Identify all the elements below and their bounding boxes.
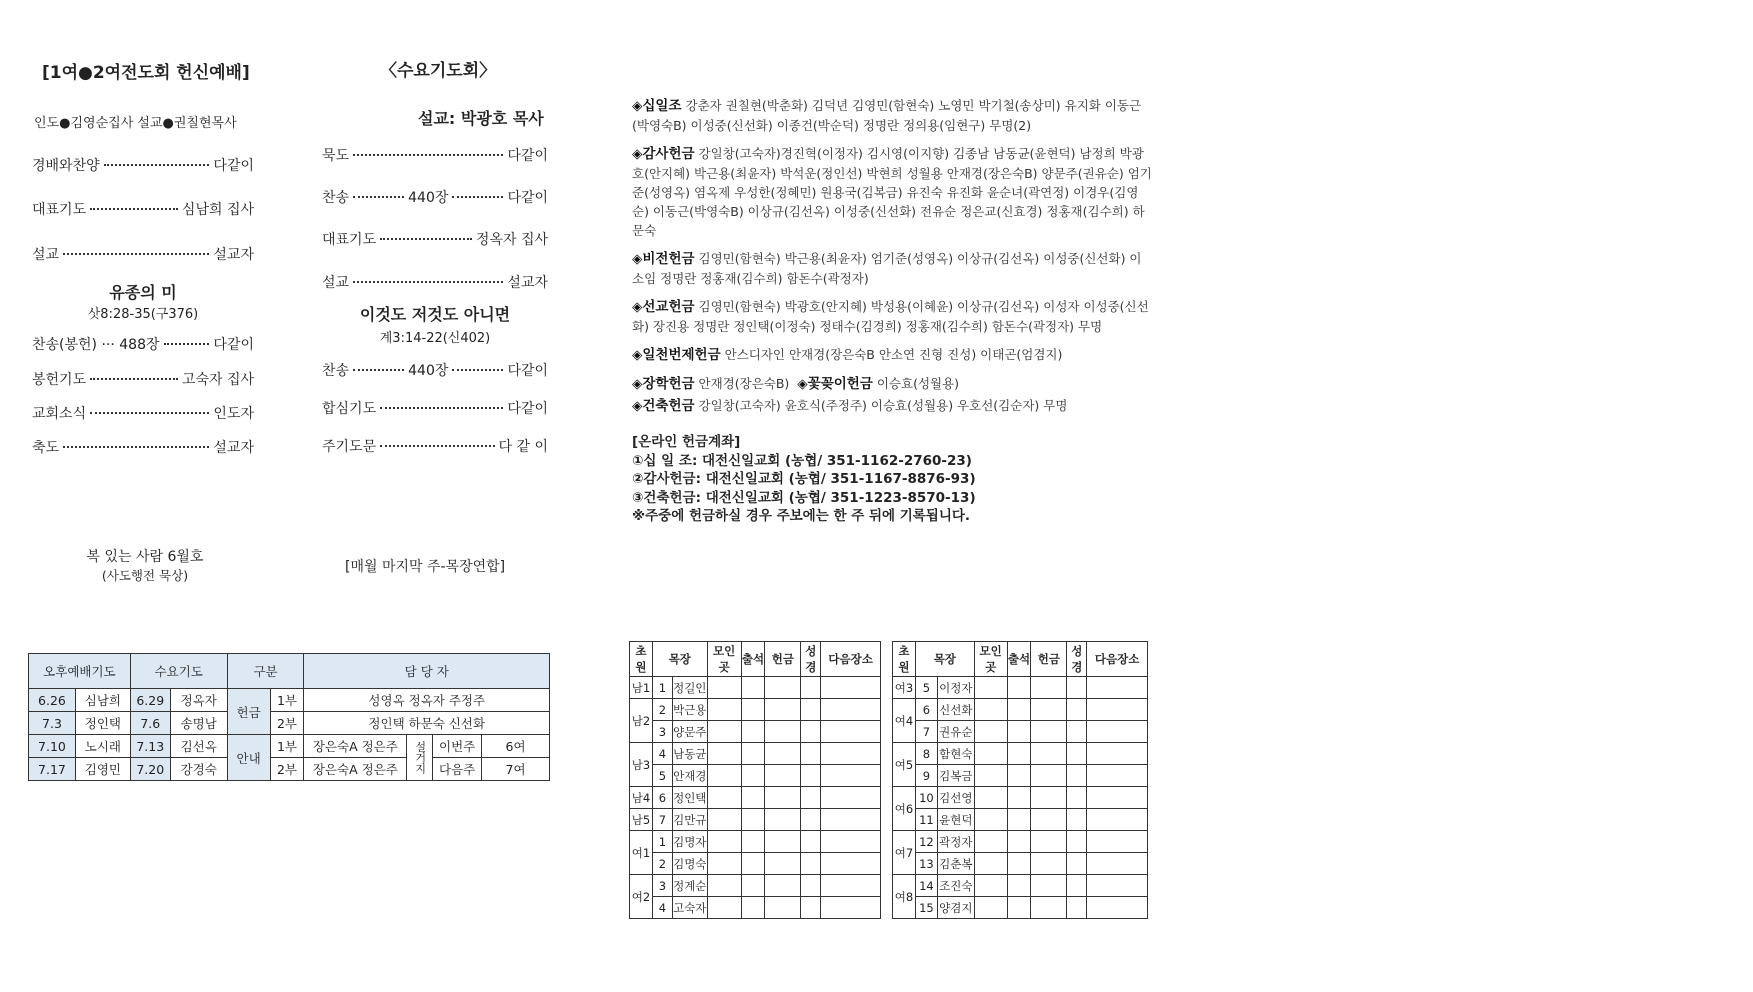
offering-list bbox=[632, 96, 1152, 425]
account-line: ①십 일 조: 대전신일교회 (농협/ 351-1162-2760-23) bbox=[632, 452, 972, 469]
preacher: 설교●권칠현목사 bbox=[137, 116, 237, 131]
table-row: 2 김명숙 bbox=[630, 853, 881, 875]
order-row: 봉헌기도 고숙자 집사 bbox=[32, 372, 254, 388]
table-row: 남2 2 박근용 bbox=[630, 699, 881, 721]
order-row: 설교 설교자 bbox=[322, 275, 548, 291]
wednesday-title: 〈수요기도회〉 bbox=[380, 61, 497, 81]
devotional-sub: (사도행전 묵상) bbox=[101, 568, 189, 583]
wednesday-sermon-ref: 계3:14-22(신402) bbox=[379, 331, 491, 346]
table-row: 남1 1 정길인 bbox=[630, 677, 881, 699]
order-row: 교회소식 인도자 bbox=[32, 406, 254, 422]
monthly-note: [매월 마지막 주-목장연합] bbox=[345, 559, 506, 575]
order-row: 설교 설교자 bbox=[32, 247, 254, 263]
offering-building: ◈건축헌금 강일창(고숙자) 윤호식(주정주) 이승효(성월용) 우호선(김순자) 무명 bbox=[632, 398, 1068, 414]
table-row: 7.10 노시래 7.13 김선옥 안내 1부 장은숙A 정은주 설거지 이번주 6여 bbox=[29, 735, 550, 758]
table-row: 4 고숙자 bbox=[630, 897, 881, 919]
account-note: ※주중에 헌금하실 경우 주보에는 한 주 뒤에 기록됩니다. bbox=[632, 508, 971, 524]
attendance-table-left: 초원 목장 모인곳 출석 헌금 성경 다음장소 남1 1 정길인 남2 2 박근용 3 양문주 남3 4 남동균 5 안재경 남4 6 정인택 남5 7 김만규 여1 1 김명자 2 김명숙 여2 3 정계순 4 고숙자 bbox=[629, 641, 881, 919]
table-row: 여7 12 곽정자 bbox=[893, 831, 1148, 853]
order-row: 축도 설교자 bbox=[32, 440, 254, 456]
devotional-title: 복 있는 사람 6월호 bbox=[86, 549, 204, 565]
sermon-ref: 삿8:28-35(구376) bbox=[87, 307, 199, 322]
duty-header: 수요기도 bbox=[130, 654, 227, 689]
attendance-table-right: 초원 목장 모인곳 출석 헌금 성경 다음장소 여3 5 이정자 여4 6 신선화 7 권유순 여5 8 함현숙 9 김복금 여6 10 김선영 11 윤현덕 여7 12 곽정자 13 김춘복 여8 14 조진숙 15 양겸지 bbox=[892, 641, 1148, 919]
offering-thanks: ◈감사헌금 강일창(고숙자)경진혁(이정자) 김시영(이지향) 김종남 남동균(윤현덕) 남정희 박광호(안지혜) 박근용(최윤자) 박석운(정인선) 박현희 성월용 안재경(장은숙B) 양문주(권유순) 엄기준(성영옥) 염옥제 우성한(정혜민) 원용국(김복금) 유진숙 유진화 윤순녀(곽연정) 이경우(김영순) 이동근(박영숙B) 이상규(김선옥) 이성중(신선화) 전유순 정은교(신효경) 정홍재(김수희) 하문숙 bbox=[632, 146, 1152, 238]
table-row: 15 양겸지 bbox=[893, 897, 1148, 919]
table-row: 7 권유순 bbox=[893, 721, 1148, 743]
table-row: 7.3 정인택 7.6 송명남 2부 정인택 하문숙 신선화 bbox=[29, 712, 550, 735]
duty-header: 담 당 자 bbox=[304, 654, 550, 689]
table-row: 여6 10 김선영 bbox=[893, 787, 1148, 809]
table-row: 여3 5 이정자 bbox=[893, 677, 1148, 699]
order-row: 대표기도 심남희 집사 bbox=[32, 202, 254, 218]
order-row: 묵도 다같이 bbox=[322, 148, 548, 164]
order-row: 찬송 440장 다같이 bbox=[322, 190, 549, 206]
table-row: 3 양문주 bbox=[630, 721, 881, 743]
table-row: 5 안재경 bbox=[630, 765, 881, 787]
order-row: 주기도문 다 같 이 bbox=[322, 439, 548, 455]
order-row: 대표기도 정옥자 집사 bbox=[322, 232, 548, 248]
offering-vision: ◈비전헌금 김영민(함현숙) 박근용(최윤자) 엄기준(성영옥) 이상규(김선옥) 이성중(신선화) 이소임 정명란 정홍재(김수희) 함돈수(곽정자) bbox=[632, 251, 1142, 286]
order-row: 찬송 440장 다같이 bbox=[322, 363, 549, 379]
duty-header: 구분 bbox=[227, 654, 304, 689]
presider: 인도●김영순집사 bbox=[34, 116, 134, 131]
table-row: 9 김복금 bbox=[893, 765, 1148, 787]
offering-scholarship: ◈장학헌금 안재경(장은숙B) ◈꽃꽂이헌금 이승효(성월용) bbox=[632, 376, 960, 392]
table-row: 여8 14 조진숙 bbox=[893, 875, 1148, 897]
account-line: ③건축헌금: 대전신일교회 (농협/ 351-1223-8570-13) bbox=[632, 489, 976, 506]
offering-tithe: ◈십일조 강춘자 권칠현(박춘화) 김덕년 김영민(함현숙) 노영민 박기철(송상미) 유지화 이동근(박영숙B) 이성중(신선화) 이종건(박순덕) 정명란 정의용(임현구) 무명(2) bbox=[632, 98, 1142, 133]
table-row: 6.26 심남희 6.29 정옥자 헌금 1부 성영옥 정옥자 주정주 bbox=[29, 689, 550, 712]
table-row: 여5 8 함현숙 bbox=[893, 743, 1148, 765]
order-row: 합심기도 다같이 bbox=[322, 401, 548, 417]
table-row: 11 윤현덕 bbox=[893, 809, 1148, 831]
table-row: 남3 4 남동균 bbox=[630, 743, 881, 765]
sermon-title: 유종의 미 bbox=[109, 283, 177, 302]
table-row: 여4 6 신선화 bbox=[893, 699, 1148, 721]
accounts-title: [온라인 헌금계좌] bbox=[632, 434, 741, 450]
wednesday-sermon-title: 이것도 저것도 아니면 bbox=[359, 305, 511, 324]
table-row: 7.17 김영민 7.20 강경숙 2부 장은숙A 정은주 다음주 7여 bbox=[29, 758, 550, 781]
wednesday-preacher: 설교: 박광호 목사 bbox=[418, 109, 544, 128]
offering-thousand: ◈일천번제헌금 안스디자인 안재경(장은숙B 안소연 진형 진성) 이태곤(엄겸지) bbox=[632, 347, 1063, 363]
table-row: 여1 1 김명자 bbox=[630, 831, 881, 853]
service-title: [1여●2여전도회 헌신예배] bbox=[42, 63, 250, 83]
account-line: ②감사헌금: 대전신일교회 (농협/ 351-1167-8876-93) bbox=[632, 471, 976, 487]
online-accounts bbox=[632, 433, 976, 526]
service-leaders bbox=[34, 112, 237, 131]
duty-header: 오후예배기도 bbox=[29, 654, 131, 689]
duty-table bbox=[28, 653, 550, 781]
order-row: 찬송(봉헌) ··· 488장 다같이 bbox=[32, 337, 254, 353]
table-row: 여2 3 정계순 bbox=[630, 875, 881, 897]
table-row: 남5 7 김만규 bbox=[630, 809, 881, 831]
order-row: 경배와찬양 다같이 bbox=[32, 158, 254, 174]
offering-mission: ◈선교헌금 김영민(함현숙) 박광호(안지혜) 박성용(이혜윤) 이상규(김선옥) 이성자 이성중(신선화) 장진용 정명란 정인택(이정숙) 정태수(김경희) 정홍재(김수희) 함돈수(곽정자) 무명 bbox=[632, 299, 1149, 334]
table-row: 13 김춘복 bbox=[893, 853, 1148, 875]
table-row: 남4 6 정인택 bbox=[630, 787, 881, 809]
